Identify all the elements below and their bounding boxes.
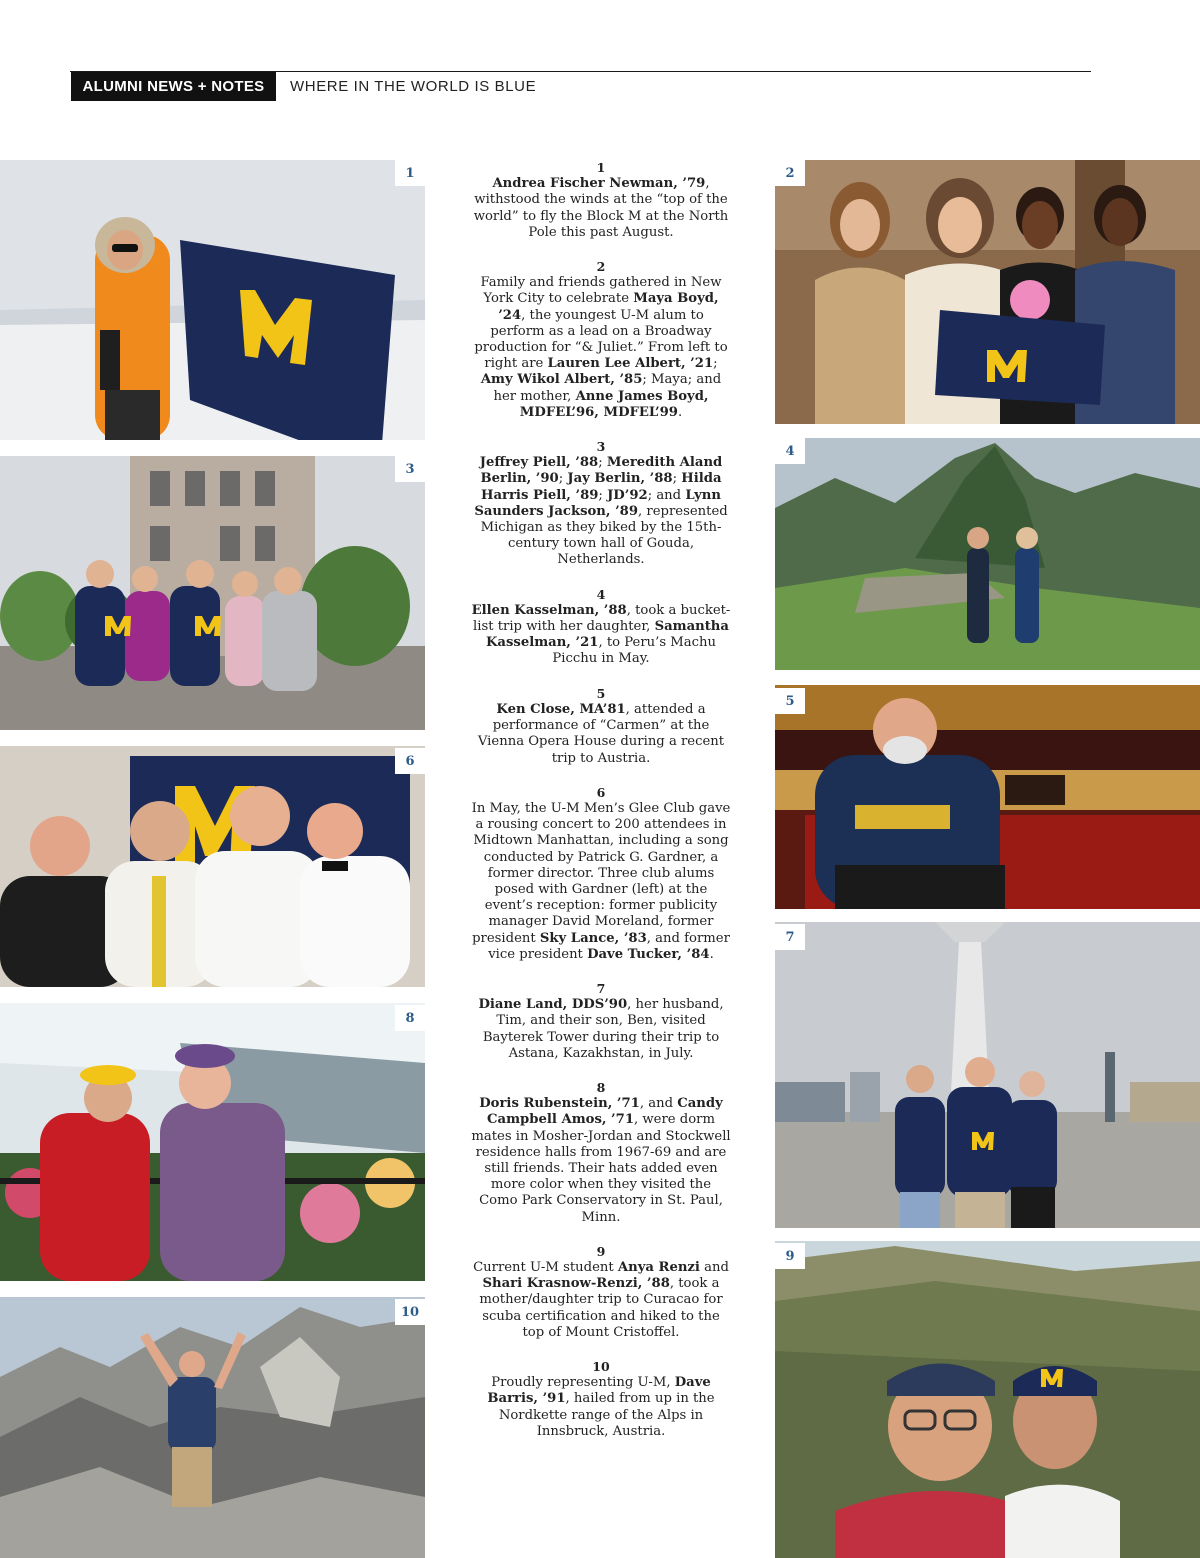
caption-text: , to Peru’s Machu Picchu in May. (552, 635, 717, 667)
caption-text: Current U-M student (473, 1259, 618, 1275)
alum-name: Lynn Saunders Jackson, ’89 (474, 487, 721, 519)
caption-text: ; Maya; and her mother, (493, 372, 722, 404)
photo-number-4: 4 (775, 438, 805, 464)
caption-2 (470, 259, 732, 421)
photo-number-2: 2 (775, 160, 805, 186)
caption-text: . (677, 404, 683, 420)
caption-text: , hailed from up in the Nordkette range of the Alps in Innsbruck, Austria. (498, 1391, 715, 1439)
caption-text: , and (639, 1096, 678, 1112)
caption-text: , took a bucket-list trip with her daughter, (473, 602, 731, 635)
caption-number: 7 (596, 980, 606, 996)
caption-10 (470, 1359, 732, 1440)
caption-text: ; (713, 356, 718, 372)
caption-text: , withstood the winds at the “top of the world” to fly the Block M at the North Pole this past August. (473, 176, 729, 240)
alum-name: Anya Renzi (617, 1259, 700, 1275)
alum-name: Jeffrey Piell, ’88 (479, 455, 599, 471)
caption-3 (470, 439, 732, 569)
alum-name: Diane Land, DDS’90 (478, 997, 628, 1013)
alum-name: Ellen Kasselman, ’88 (471, 602, 627, 618)
caption-text: In May, the U-M Men’s Glee Club gave a rousing concert to 200 attendees in Midtown Manhattan, including a song conducted by Patrick G. Gardner, a former director. Three club alums posed with Gardner (left) at the event’s reception: former publicity manager David Moreland, former president (471, 800, 731, 946)
caption-text: , the youngest U-M alum to perform as a lead on a Broadway production for “& Juliet.” From left to right are (474, 307, 728, 372)
photo-7-astana (775, 922, 1200, 1228)
photo-number-6: 6 (395, 748, 425, 774)
caption-text: , her husband, Tim, and their son, Ben, visited Bayterek Tower during their trip to Astana, Kazakhstan, in July. (482, 997, 724, 1061)
photo-9-mount-cristoffel (775, 1241, 1200, 1558)
caption-number: 1 (596, 160, 606, 175)
caption-text: ; (558, 471, 568, 487)
alum-name: Ken Close, MA’81 (496, 701, 626, 717)
alum-name: Jay Berlin, ’88 (567, 471, 673, 487)
section-label: ALUMNI NEWS + NOTES (71, 72, 276, 101)
caption-number: 6 (596, 784, 606, 800)
alum-name: Samantha Kasselman, ’21 (485, 619, 729, 651)
photo-number-5: 5 (775, 688, 805, 714)
photo-4-machu-picchu (775, 438, 1200, 670)
alum-name: Andrea Fischer Newman, ’79 (492, 176, 706, 192)
photo-number-8: 8 (395, 1005, 425, 1031)
caption-7 (470, 981, 732, 1062)
caption-9 (470, 1244, 732, 1341)
caption-text: , were dorm mates in Mosher-Jordan and Stockwell residence halls from 1967-69 and are still friends. Their hats added even more color when they visited the Como Park Conservatory in St. Paul, Minn. (471, 1112, 731, 1225)
alum-name: Dave Tucker, ’84 (587, 946, 710, 962)
photo-number-9: 9 (775, 1243, 805, 1269)
photo-5-vienna-opera (775, 685, 1200, 909)
alum-name: Sky Lance, ’83 (539, 930, 647, 946)
alum-name: Doris Rubenstein, ’71 (479, 1096, 640, 1112)
caption-number: 3 (596, 439, 606, 455)
section-title: WHERE IN THE WORLD IS BLUE (290, 78, 537, 95)
caption-number: 8 (596, 1079, 606, 1095)
photo-3-gouda (0, 456, 425, 730)
alum-name: JD’92 (607, 487, 648, 503)
alum-name: Lauren Lee Albert, ’21 (547, 356, 714, 372)
photo-number-10: 10 (395, 1299, 425, 1325)
caption-number: 4 (596, 586, 606, 602)
alum-name: Amy Wikol Albert, ’85 (480, 372, 643, 388)
alum-name: Maya Boyd, ’24 (498, 291, 719, 323)
caption-4 (470, 587, 732, 668)
caption-text: , represented Michigan as they biked by the 15th-century town hall of Gouda, Netherlands. (480, 503, 728, 568)
caption-1 (470, 160, 732, 241)
alum-name: Hilda Harris Piell, ’89 (481, 471, 722, 503)
caption-text: . (709, 946, 714, 962)
caption-text: , and former vice president (488, 930, 730, 962)
caption-8 (470, 1080, 732, 1226)
alum-name: Anne James Boyd, MDFEL’96, MDFEL’99 (519, 388, 709, 420)
caption-text: ; (598, 487, 608, 503)
captions-column (470, 160, 732, 1458)
caption-text: and (699, 1259, 729, 1275)
photo-10-nordkette (0, 1297, 425, 1558)
photo-6-glee-club (0, 746, 425, 987)
photo-1-north-pole (0, 160, 425, 440)
photo-number-7: 7 (775, 924, 805, 950)
caption-number: 5 (596, 685, 606, 701)
alum-name: Candy Campbell Amos, ’71 (487, 1096, 723, 1128)
caption-text: ; (672, 471, 682, 487)
caption-text: ; and (647, 487, 686, 503)
caption-number: 10 (592, 1359, 610, 1374)
alum-name: Dave Barris, ’91 (487, 1375, 711, 1407)
photo-2-broadway (775, 160, 1200, 424)
alum-name: Meredith Aland Berlin, ’90 (480, 455, 723, 487)
caption-text: Family and friends gathered in New York City to celebrate (480, 275, 722, 307)
caption-text: ; (598, 455, 607, 471)
caption-text: , attended a performance of “Carmen” at the Vienna Opera House during a recent trip to Austria. (477, 701, 725, 766)
photo-number-3: 3 (395, 456, 425, 482)
caption-text: , took a mother/daughter trip to Curacao for scuba certification and hiked to the top of Mount Cristoffel. (479, 1276, 723, 1340)
photo-number-1: 1 (395, 160, 425, 186)
photo-8-conservatory (0, 1003, 425, 1281)
alum-name: Shari Krasnow-Renzi, ’88 (482, 1276, 670, 1292)
caption-number: 2 (596, 259, 606, 275)
caption-5 (470, 686, 732, 767)
caption-text: Proudly representing U-M, (491, 1375, 675, 1391)
caption-6 (470, 785, 732, 963)
caption-number: 9 (596, 1243, 606, 1259)
